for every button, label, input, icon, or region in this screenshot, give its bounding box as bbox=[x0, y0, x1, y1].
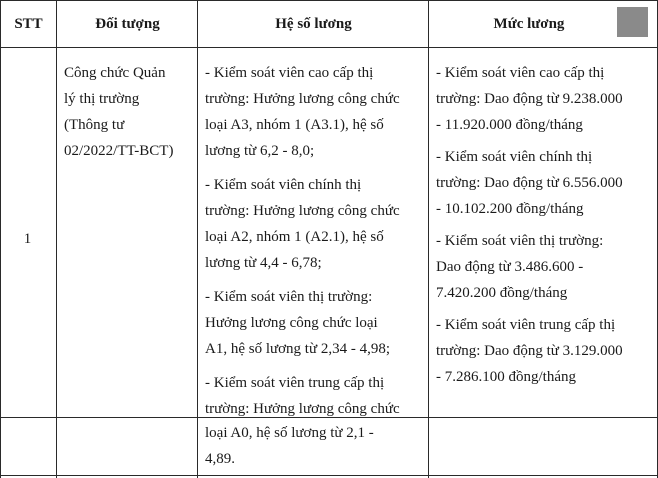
muc-luong-item: - Kiểm soát viên trung cấp thị trường: Dao động từ 3.129.000 - 7.286.100 đồng/tháng bbox=[436, 317, 623, 385]
he-so-item: - Kiểm soát viên thị trường: Hưởng lương công chức loại A1, hệ số lương từ 2,34 - 4,98; bbox=[205, 289, 391, 357]
corner-box bbox=[617, 7, 648, 37]
row-stt: 1 bbox=[23, 231, 32, 247]
doi-tuong-line: (Thông tư bbox=[64, 117, 125, 133]
grid-line bbox=[428, 0, 429, 478]
header-he-so-luong: Hệ số lương bbox=[275, 15, 352, 32]
muc-luong-item: - Kiểm soát viên cao cấp thị trường: Dao động từ 9.238.000 - 11.920.000 đồng/tháng bbox=[436, 65, 623, 133]
he-so-item: - Kiểm soát viên trung cấp thị trường: Hưởng lương công chức bbox=[205, 375, 400, 417]
header-stt: STT bbox=[14, 15, 43, 32]
he-so-item: - Kiểm soát viên chính thị trường: Hưởng lương công chức loại A2, nhóm 1 (A2.1), hệ số lương từ 4,4 - 6,78; bbox=[205, 177, 400, 271]
he-so-item: - Kiểm soát viên cao cấp thị trường: Hưởng lương công chức loại A3, nhóm 1 (A3.1), hệ số lương từ 6,2 - 8,0; bbox=[205, 65, 400, 159]
row-he-so-luong bbox=[205, 60, 427, 422]
grid-line bbox=[197, 0, 198, 478]
he-so-continued: loại A0, hệ số lương từ 2,1 - 4,89. bbox=[205, 425, 374, 467]
row-doi-tuong bbox=[64, 60, 196, 164]
header-doi-tuong: Đối tượng bbox=[95, 15, 160, 32]
muc-luong-item: - Kiểm soát viên thị trường: Dao động từ 3.486.600 - 7.420.200 đồng/tháng bbox=[436, 233, 604, 301]
muc-luong-item: - Kiểm soát viên chính thị trường: Dao động từ 6.556.000 - 10.102.200 đồng/tháng bbox=[436, 149, 623, 217]
doi-tuong-line: Công chức Quản bbox=[64, 65, 166, 81]
grid-line bbox=[0, 475, 658, 476]
doi-tuong-line: lý thị trường bbox=[64, 91, 140, 107]
doi-tuong-line: 02/2022/TT-BCT) bbox=[64, 143, 174, 159]
row-muc-luong bbox=[436, 60, 656, 390]
header-muc-luong: Mức lương bbox=[493, 15, 565, 32]
